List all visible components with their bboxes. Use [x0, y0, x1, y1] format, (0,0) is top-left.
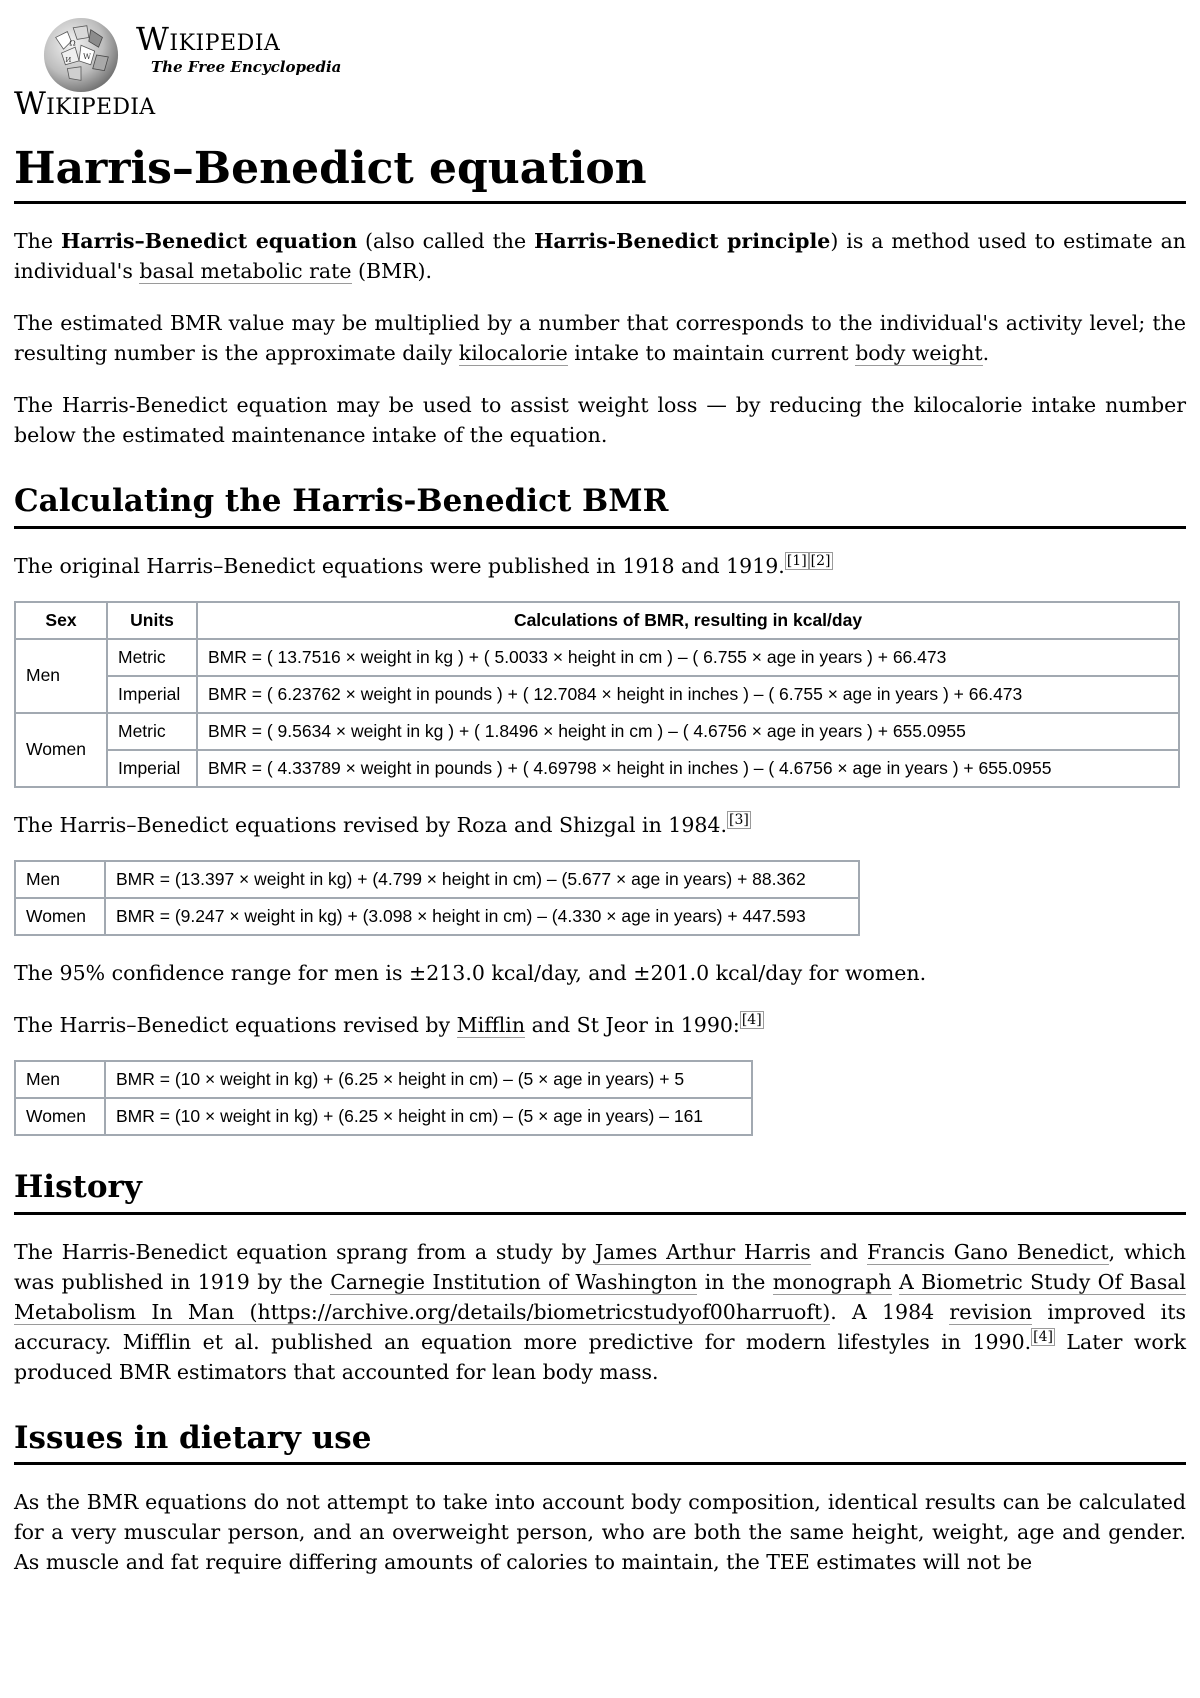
mifflin-paragraph: The Harris–Benedict equations revised by Mifflin and St Jeor in 1990: [4] — [14, 1012, 762, 1037]
reference-3[interactable]: [3] — [729, 812, 749, 829]
formula-cell: BMR = (9.247 × weight in kg) + (3.098 × height in cm) – (4.330 × age in years) + 447.593 — [105, 898, 859, 935]
section-heading-issues: Issues in dietary use — [14, 1421, 1186, 1466]
intro-paragraph-3: The Harris-Benedict equation may be used to assist weight loss — by reducing the kilocalorie intake number below the estimated maintenance intake of the equation. — [14, 393, 1186, 448]
reference-4[interactable]: [4] — [1033, 1328, 1053, 1345]
sex-cell: Women — [15, 898, 105, 935]
table-row — [15, 750, 1179, 787]
link-james-arthur-harris[interactable]: James Arthur Harris — [594, 1239, 811, 1264]
table-row — [15, 639, 1179, 676]
issues-paragraph: As the BMR equations do not attempt to take into account body composition, identical results can be calculated for a very muscular person, and an overweight person, who are both the same height, weight, age and gender. As muscle and fat require differing amounts of calories to maintain, the TEE estimates will not be — [14, 1490, 1186, 1575]
sex-cell: Men — [15, 1061, 105, 1098]
link-basal-metabolic-rate[interactable]: basal metabolic rate — [139, 259, 352, 284]
link-biometric-study[interactable]: A Biometric Study Of Basal Metabolism In Man (https://archive.org/details/biometricstudyof00harruoft) — [14, 1269, 1186, 1324]
units-cell: Imperial — [107, 750, 197, 787]
link-monograph[interactable]: monograph — [772, 1269, 892, 1294]
roza-shizgal-paragraph: The Harris–Benedict equations revised by Roza and Shizgal in 1984. [3] — [14, 812, 749, 837]
link-francis-gano-benedict[interactable]: Francis Gano Benedict — [866, 1239, 1109, 1264]
original-equations-table — [14, 601, 1180, 788]
intro-paragraph-2: The estimated BMR value may be multiplied by a number that corresponds to the individual's activity level; the resulting number is the approximate daily kilocalorie intake to maintain current body weight. — [14, 311, 1186, 366]
link-mifflin[interactable]: Mifflin — [456, 1012, 526, 1037]
header-units: Units — [107, 602, 197, 639]
table-row — [15, 676, 1179, 713]
header-sex: Sex — [15, 602, 107, 639]
table-header-row — [15, 602, 1179, 639]
intro-paragraph-1: The Harris–Benedict equation (also called the Harris-Benedict principle) is a method used to estimate an individual's basal metabolic rate (BMR). — [14, 229, 1186, 284]
section-heading-calculating: Calculating the Harris-Benedict BMR — [14, 484, 1186, 529]
header-calculations: Calculations of BMR, resulting in kcal/day — [197, 602, 1179, 639]
wikipedia-logo[interactable] — [14, 0, 1186, 124]
sex-cell-women: Women — [15, 713, 107, 787]
units-cell: Metric — [107, 713, 197, 750]
reference-4[interactable]: [4] — [741, 1012, 762, 1029]
formula-cell: BMR = ( 6.23762 × weight in pounds ) + ( 12.7084 × height in inches ) – ( 6.755 × age in years ) + 66.473 — [197, 676, 1179, 713]
link-kilocalorie[interactable]: kilocalorie — [458, 341, 568, 366]
svg-text:W: W — [82, 51, 91, 61]
formula-cell: BMR = (13.397 × weight in kg) + (4.799 × height in cm) – (5.677 × age in years) + 88.362 — [105, 861, 859, 898]
article-page — [14, 0, 1186, 1577]
link-body-weight[interactable]: body weight — [855, 341, 983, 366]
svg-text:Ω: Ω — [69, 38, 76, 48]
sex-cell: Men — [15, 861, 105, 898]
link-revision[interactable]: revision — [949, 1299, 1033, 1324]
formula-cell: BMR = (10 × weight in kg) + (6.25 × height in cm) – (5 × age in years) + 5 — [105, 1061, 752, 1098]
site-name: Wikipedia — [14, 86, 156, 122]
wikipedia-globe-icon — [42, 16, 120, 94]
link-carnegie-institution[interactable]: Carnegie Institution of Washington — [330, 1269, 698, 1294]
table-row — [15, 1098, 752, 1135]
logo-tagline: The Free Encyclopedia — [151, 58, 342, 76]
history-paragraph: The Harris-Benedict equation sprang from a study by James Arthur Harris and Francis Gano Benedict, which was published in 1919 by the Carnegie Institution of Washington in the monograph A Biometric Study Of Basal Metabolism In Man (https://archive.org/details/biometricstudyof00harruoft). A 1984 revision improved its accuracy. Mifflin et al. published an equation more predictive for modern lifestyles in 1990. [4] Later work produced BMR estimators that accounted for lean body mass. — [14, 1239, 1186, 1384]
sex-cell-men: Men — [15, 639, 107, 713]
section-heading-history: History — [14, 1170, 1186, 1215]
page-title: Harris–Benedict equation — [14, 144, 1186, 204]
logo-wordmark: Wikipedia — [136, 20, 281, 58]
reference-1[interactable]: [1] — [786, 553, 807, 570]
units-cell: Metric — [107, 639, 197, 676]
confidence-range-paragraph: The 95% confidence range for men is ±213.0 kcal/day, and ±201.0 kcal/day for women. — [14, 960, 927, 985]
formula-cell: BMR = ( 9.5634 × weight in kg ) + ( 1.8496 × height in cm ) – ( 4.6756 × age in years ) + 655.0955 — [197, 713, 1179, 750]
original-equations-paragraph: The original Harris–Benedict equations were published in 1918 and 1919. [1] [2] — [14, 553, 831, 578]
reference-2[interactable]: [2] — [810, 553, 831, 570]
table-row — [15, 861, 859, 898]
table-row — [15, 1061, 752, 1098]
formula-cell: BMR = (10 × weight in kg) + (6.25 × height in cm) – (5 × age in years) – 161 — [105, 1098, 752, 1135]
units-cell: Imperial — [107, 676, 197, 713]
formula-cell: BMR = ( 13.7516 × weight in kg ) + ( 5.0033 × height in cm ) – ( 6.755 × age in years ) + 66.473 — [197, 639, 1179, 676]
revised-1984-table — [14, 860, 860, 936]
sex-cell: Women — [15, 1098, 105, 1135]
svg-text:И: И — [65, 55, 72, 64]
table-row — [15, 898, 859, 935]
table-row — [15, 713, 1179, 750]
formula-cell: BMR = ( 4.33789 × weight in pounds ) + ( 4.69798 × height in inches ) – ( 4.6756 × age in years ) + 655.0955 — [197, 750, 1179, 787]
mifflin-table — [14, 1060, 753, 1136]
